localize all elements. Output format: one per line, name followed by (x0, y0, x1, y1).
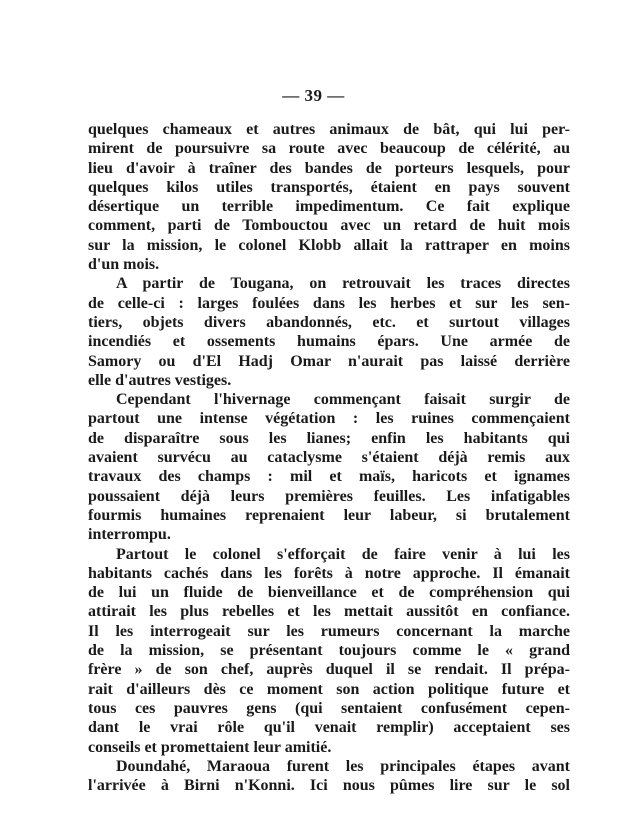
text-line: quelques kilos utiles transportés, étaient en pays souvent (88, 178, 570, 196)
text-line: quelques chameaux et autres animaux de bât, qui lui per- (88, 121, 570, 138)
text-line: tiers, objets divers abandonnés, etc. et surtout villages (88, 313, 570, 331)
text-line: habitants cachés dans les forêts à notre approche. Il émanait (88, 564, 570, 582)
text-line: l'arrivée à Birni n'Konni. Ici nous pûmes lire sur le sol (88, 777, 570, 795)
text-line: Cependant l'hivernage commençant faisait surgir de (116, 391, 570, 409)
text-line: de la mission, se présentant toujours comme le « grand (88, 642, 570, 660)
text-line: dant le vrai rôle qu'il venait remplir) acceptaient ses (88, 719, 570, 737)
text-line: de disparaître sous les lianes; enfin les habitants qui (88, 429, 570, 447)
text-line: lieu d'avoir à traîner des bandes de porteurs lesquels, pour (88, 159, 570, 177)
text-line: interrompu. (88, 526, 171, 544)
text-line: incendiés et ossements humains épars. Une armée de (88, 333, 570, 351)
text-line: d'un mois. (88, 256, 160, 274)
text-line: travaux des champs : mil et maïs, haricots et ignames (88, 468, 570, 486)
text-line: de celle-ci : larges foulées dans les herbes et sur les sen- (88, 294, 570, 312)
page-number: — 39 — (282, 86, 345, 105)
text-line: tous ces pauvres gens (qui sentaient confusément cepen- (88, 699, 570, 717)
text-line: rait d'ailleurs dès ce moment son action politique future et (88, 680, 570, 698)
text-line: Partout le colonel s'efforçait de faire venir à lui les (116, 545, 570, 563)
text-line: Samory ou d'El Hadj Omar n'aurait pas laissé derrière (88, 352, 570, 370)
text-line: Il les interrogeait sur les rumeurs concernant la marche (88, 622, 570, 640)
text-line: frère » de son chef, auprès duquel il se rendait. Il prépa- (88, 661, 570, 679)
text-line: de lui un fluide de bienveillance et de compréhension qui (88, 584, 570, 602)
text-line: partout une intense végétation : les ruines commençaient (88, 410, 570, 428)
text-line: conseils et promettaient leur amitié. (88, 738, 332, 756)
body-text (88, 120, 570, 795)
text-line: Doundahé, Maraoua furent les principales étapes avant (116, 757, 570, 775)
text-line: sur la mission, le colonel Klobb allait la rattraper en moins (88, 236, 570, 254)
text-line: poussaient déjà leurs premières feuilles. Les infatigables (88, 487, 570, 505)
text-line: elle d'autres vestiges. (88, 371, 232, 389)
text-line: attirait les plus rebelles et les mettait aussitôt en confiance. (88, 603, 570, 621)
text-line: désertique un terrible impedimentum. Ce fait explique (88, 198, 570, 216)
text-line: comment, parti de Tombouctou avec un retard de huit mois (88, 217, 570, 235)
text-line: avaient survécu au cataclysme s'étaient déjà remis aux (88, 449, 570, 467)
text-line: mirent de poursuivre sa route avec beaucoup de célérité, au (88, 140, 570, 158)
text-line: fourmis humaines reprenaient leur labeur, si brutalement (88, 506, 570, 524)
text-line: A partir de Tougana, on retrouvait les traces directes (116, 275, 570, 293)
